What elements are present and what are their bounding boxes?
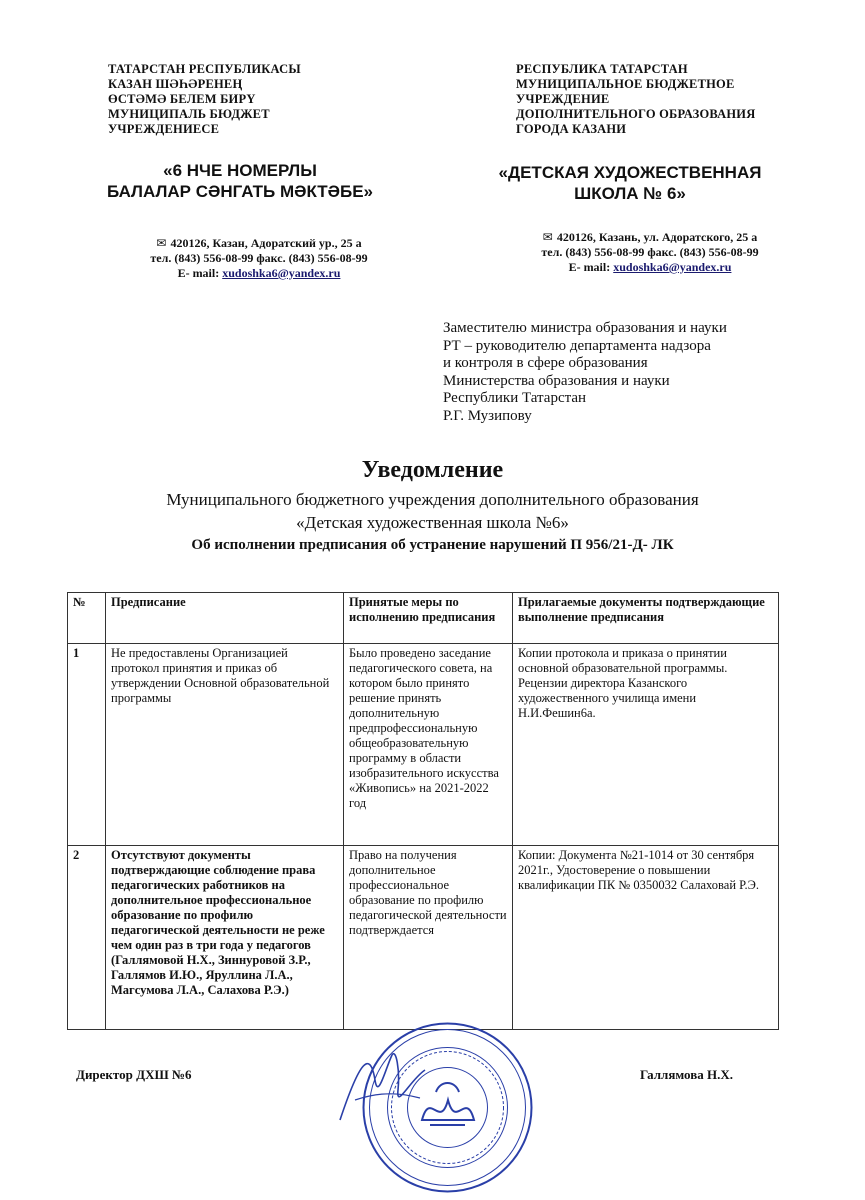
row-prescription: Не предоставлены Организацией протокол принятия и приказ об утверждении Основной образовательной программы bbox=[106, 644, 344, 846]
email-link[interactable]: xudoshka6@yandex.ru bbox=[222, 266, 341, 280]
header-right-line: УЧРЕЖДЕНИЕ bbox=[516, 92, 610, 106]
addressee-line: и контроля в сфере образования bbox=[443, 355, 648, 371]
row-prescription: Отсутствуют документы подтверждающие соблюдение права педагогических работников на дополнительное профессиональное образование по профилю педагогической деятельности не реже чем один раз в три года у педагогов (Галлямовой Н.Х., Зиннуровой З.Р., Галлямов И.Ю., Яруллина Л.А., Магсумова Л.А., Салахова Р.Э.) bbox=[106, 846, 344, 1030]
addressee-line: Министерства образования и науки bbox=[443, 372, 670, 389]
row-measures: Было проведено заседание педагогического совета, на котором было принято решение принять дополнительную предпрофессиональную общеобразовательную программу в области изобразительного искусства «Живопись» на 2021-2022 год bbox=[344, 644, 513, 846]
header-left-line: КАЗАН ШӘҺӘРЕНЕҢ bbox=[108, 77, 243, 91]
document-title: Уведомление bbox=[361, 457, 504, 483]
header-left-line: УЧРЕЖДЕНИЕСЕ bbox=[108, 122, 220, 136]
header-right-line: МУНИЦИПАЛЬНОЕ БЮДЖЕТНОЕ bbox=[516, 77, 735, 91]
document-subject: Об исполнении предписания об устранение нарушений П 956/21-Д- ЛК bbox=[191, 537, 674, 553]
header-left-line: ТАТАРСТАН РЕСПУБЛИКАСЫ bbox=[108, 62, 301, 76]
signature-icon bbox=[330, 1040, 440, 1130]
row-documents: Копии протокола и приказа о принятии основной образовательной программы. Рецензии директора Казанского художественного училища имени Н.И.Фешин6а. bbox=[513, 644, 779, 846]
header-prescription: Предписание bbox=[106, 593, 344, 644]
header-num: № bbox=[68, 593, 106, 644]
header-right-line: ДОПОЛНИТЕЛЬНОГО ОБРАЗОВАНИЯ bbox=[516, 107, 756, 121]
header-right-org bbox=[516, 62, 826, 137]
header-left-org bbox=[108, 62, 408, 137]
address-text: 420126, Казан, Адоратский ур., 25 а bbox=[170, 236, 362, 250]
row-num: 1 bbox=[68, 644, 106, 846]
school-name-line: «ДЕТСКАЯ ХУДОЖЕСТВЕННАЯ bbox=[498, 163, 762, 182]
header-documents: Прилагаемые документы подтверждающие выполнение предписания bbox=[513, 593, 779, 644]
document-subtitle: Муниципального бюджетного учреждения дополнительного образования bbox=[166, 490, 699, 509]
envelope-icon: ✉ bbox=[542, 230, 553, 244]
row-num: 2 bbox=[68, 846, 106, 1030]
table-row bbox=[68, 846, 779, 1030]
prescription-table bbox=[67, 592, 779, 1030]
header-right-line: ГОРОДА КАЗАНИ bbox=[516, 122, 627, 136]
school-name-tatar bbox=[60, 160, 420, 202]
contacts-left bbox=[94, 236, 424, 281]
addressee-line: Республики Татарстан bbox=[443, 390, 587, 406]
address-line bbox=[94, 236, 424, 251]
email-link[interactable]: xudoshka6@yandex.ru bbox=[613, 260, 732, 274]
addressee-line: РТ – руководителю департамента надзора bbox=[443, 337, 711, 354]
address-text: 420126, Казань, ул. Адоратского, 25 а bbox=[556, 230, 758, 244]
school-name-russian bbox=[460, 162, 800, 204]
header-left-line: МУНИЦИПАЛЬ БЮДЖЕТ bbox=[108, 107, 270, 121]
header-right-line: РЕСПУБЛИКА ТАТАРСТАН bbox=[516, 62, 688, 76]
addressee-block bbox=[443, 320, 823, 425]
school-name-line: ШКОЛА № 6» bbox=[574, 184, 686, 203]
school-name-line: БАЛАЛАР СӘНГАТЬ МӘКТӘБЕ» bbox=[107, 182, 373, 201]
addressee-line: Заместителю министра образования и науки bbox=[443, 320, 727, 336]
header-measures: Принятые меры по исполнению предписания bbox=[344, 593, 513, 644]
email-line bbox=[94, 266, 424, 281]
phone-line: тел. (843) 556-08-99 факс. (843) 556-08-99 bbox=[150, 251, 368, 265]
signatory-name: Галлямова Н.Х. bbox=[640, 1067, 733, 1082]
email-label: E- mail: bbox=[177, 266, 223, 280]
school-name-line: «6 НЧЕ НОМЕРЛЫ bbox=[163, 161, 317, 180]
document-subtitle-school: «Детская художественная школа №6» bbox=[296, 513, 569, 532]
row-measures: Право на получения дополнительное профессиональное образование по профилю педагогической деятельности подтверждается bbox=[344, 846, 513, 1030]
signatory-position: Директор ДХШ №6 bbox=[76, 1067, 192, 1082]
table-header-row bbox=[68, 593, 779, 644]
addressee-line: Р.Г. Музипову bbox=[443, 407, 532, 424]
row-documents: Копии: Документа №21-1014 от 30 сентября 2021г., Удостоверение о повышении квалификации ПК № 0350032 Салаховай Р.Э. bbox=[513, 846, 779, 1030]
email-label: E- mail: bbox=[568, 260, 614, 274]
envelope-icon: ✉ bbox=[156, 236, 167, 250]
email-line bbox=[480, 260, 820, 275]
phone-line: тел. (843) 556-08-99 факс. (843) 556-08-99 bbox=[541, 245, 759, 259]
header-left-line: ӨСТӘМӘ БЕЛЕМ БИРҮ bbox=[108, 92, 256, 106]
address-line bbox=[480, 230, 820, 245]
contacts-right bbox=[480, 230, 820, 275]
table-row bbox=[68, 644, 779, 846]
